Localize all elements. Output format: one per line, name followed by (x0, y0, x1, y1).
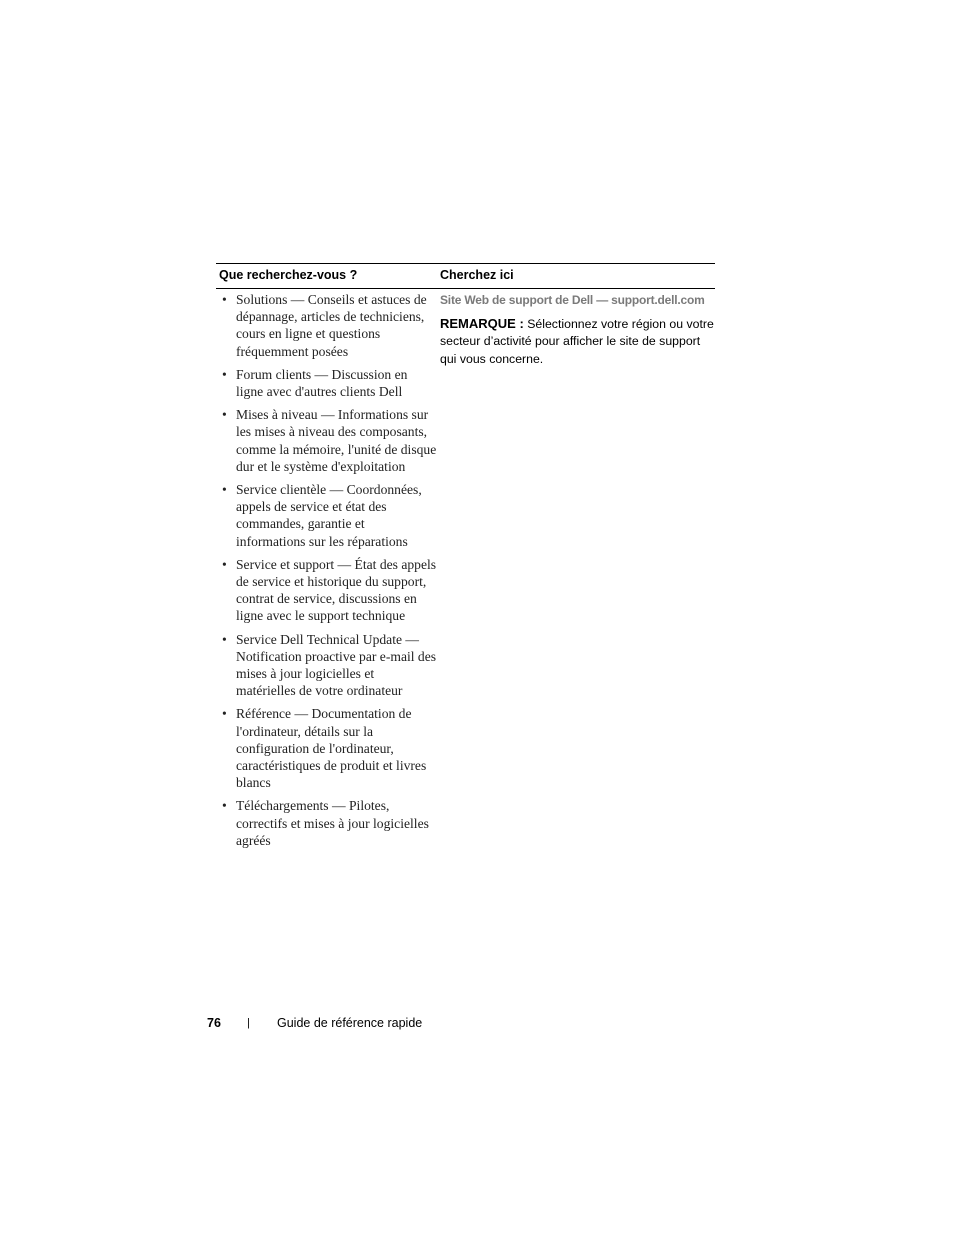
item-text: Service Dell Technical Update — Notification proactive par e-mail des mises à jour logicielles et matérielles de votre ordinateur (236, 631, 437, 699)
list-item (216, 556, 437, 625)
bullet-icon: • (222, 556, 227, 572)
bullet-icon: • (222, 798, 227, 814)
item-text: Service et support — État des appels de service et historique du support, contrat de service, discussions en ligne avec le support technique (236, 556, 437, 624)
support-site-line (440, 292, 715, 308)
bullet-icon: • (222, 706, 227, 722)
support-site-label: Site Web de support de Dell — (440, 293, 612, 307)
items-cell (216, 289, 437, 855)
bullet-icon: • (222, 366, 227, 382)
list-item (216, 631, 437, 700)
footer-separator: | (247, 1017, 250, 1029)
items-list (216, 291, 437, 849)
support-site-link[interactable]: support.dell.com (611, 293, 705, 307)
bullet-icon: • (222, 292, 227, 307)
list-item (216, 797, 437, 849)
item-text: Mises à niveau — Informations sur les mises à niveau des composants, comme la mémoire, l'unité de disque dur et le système d'exploitation (236, 407, 437, 474)
note (440, 315, 715, 368)
note-text: Sélectionnez votre région ou votre secteur d’activité pour afficher le site de support qui vous concerne. (440, 317, 714, 366)
list-item (216, 406, 437, 475)
page-number: 76 (207, 1016, 221, 1030)
item-text: Téléchargements — Pilotes, correctifs et mises à jour logicielles agréés (236, 798, 429, 848)
location-cell (437, 289, 715, 855)
table-row (216, 289, 715, 855)
note-label: REMARQUE : (440, 316, 524, 331)
list-item (216, 291, 437, 360)
item-text: Référence — Documentation de l'ordinateur, détails sur la configuration de l'ordinateur, caractéristiques de produit et livres blancs (236, 706, 427, 791)
header-right: Cherchez ici (440, 268, 514, 282)
bullet-icon: • (222, 631, 227, 647)
footer-title: Guide de référence rapide (277, 1016, 423, 1030)
header-left: Que recherchez-vous ? (219, 268, 358, 282)
bullet-icon: • (222, 407, 227, 423)
item-text: Solutions — Conseils et astuces de dépannage, articles de techniciens, cours en ligne et questions fréquemment posées (236, 292, 427, 359)
list-item (216, 481, 437, 550)
table-header (216, 264, 715, 289)
page-footer (207, 1016, 422, 1030)
item-text: Forum clients — Discussion en ligne avec d'autres clients Dell (236, 366, 408, 400)
info-table (216, 263, 715, 855)
list-item (216, 366, 437, 400)
list-item (216, 705, 437, 791)
bullet-icon: • (222, 482, 227, 498)
item-text: Service clientèle — Coordonnées, appels de service et état des commandes, garantie et informations sur les réparations (236, 482, 422, 549)
